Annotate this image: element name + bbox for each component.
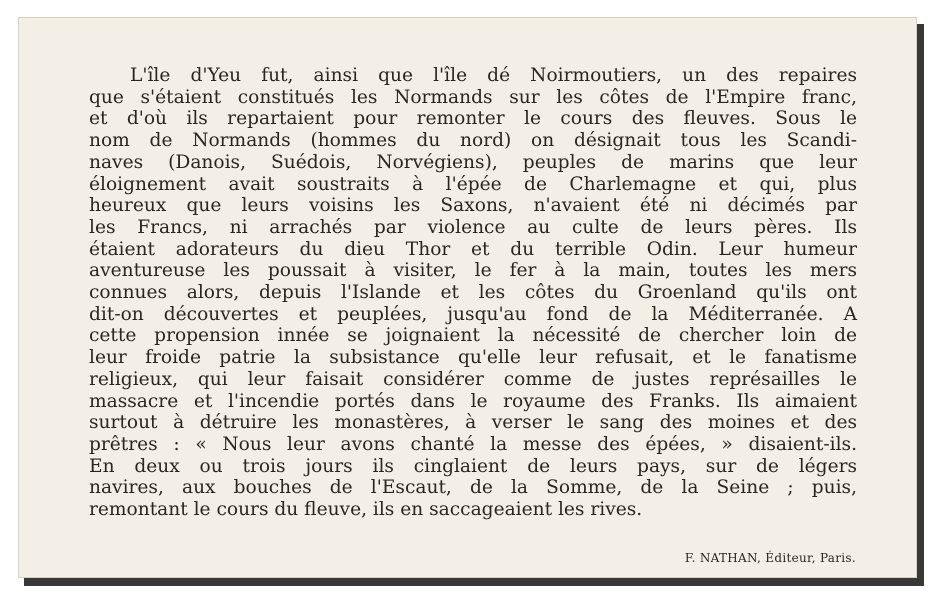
text-line: naves (Danois, Suédois, Norvégiens), peuples de marins que leur xyxy=(89,151,857,173)
text-line: que s'étaient constitués les Normands sur les côtes de l'Empire franc, xyxy=(89,86,857,108)
text-line: nom de Normands (hommes du nord) on désignait tous les Scandi- xyxy=(89,130,857,152)
text-line: massacre et l'incendie portés dans le royaume des Franks. Ils aimaient xyxy=(89,390,857,412)
text-line: connues alors, depuis l'Islande et les côtes du Groenland qu'ils ont xyxy=(89,282,857,304)
text-line: éloignement avait soustraits à l'épée de Charlemagne et qui, plus xyxy=(89,173,857,195)
text-line: dit-on découvertes et peuplées, jusqu'au fond de la Méditerranée. A xyxy=(89,303,857,325)
text-line: navires, aux bouches de l'Escaut, de la Somme, de la Seine ; puis, xyxy=(89,477,857,499)
text-line: et d'où ils repartaient pour remonter le cours des fleuves. Sous le xyxy=(89,108,857,130)
text-line: étaient adorateurs du dieu Thor et du terrible Odin. Leur humeur xyxy=(89,238,857,260)
text-line: aventureuse les poussait à visiter, le fer à la main, toutes les mers xyxy=(89,260,857,282)
postcard xyxy=(18,17,917,578)
publisher-credit: F. NATHAN, Éditeur, Paris. xyxy=(684,551,856,565)
body-text xyxy=(89,65,857,521)
text-line: religieux, qui leur faisait considérer comme de justes représailles le xyxy=(89,368,857,390)
text-line: En deux ou trois jours ils cinglaient de leurs pays, sur de légers xyxy=(89,455,857,477)
text-line: remontant le cours du fleuve, ils en saccageaient les rives. xyxy=(89,499,643,521)
text-line: L'île d'Yeu fut, ainsi que l'île dé Noirmoutiers, un des repaires xyxy=(130,65,857,86)
text-line: leur froide patrie la subsistance qu'elle leur refusait, et le fanatisme xyxy=(89,347,857,369)
text-line: surtout à détruire les monastères, à verser le sang des moines et des xyxy=(89,412,857,434)
text-line: heureux que leurs voisins les Saxons, n'avaient été ni décimés par xyxy=(89,195,857,217)
text-line: cette propension innée se joignaient la nécessité de chercher loin de xyxy=(89,325,857,347)
text-line: prêtres : « Nous leur avons chanté la messe des épées, » disaient-ils. xyxy=(89,433,857,455)
text-line: les Francs, ni arrachés par violence au culte de leurs pères. Ils xyxy=(89,216,857,238)
